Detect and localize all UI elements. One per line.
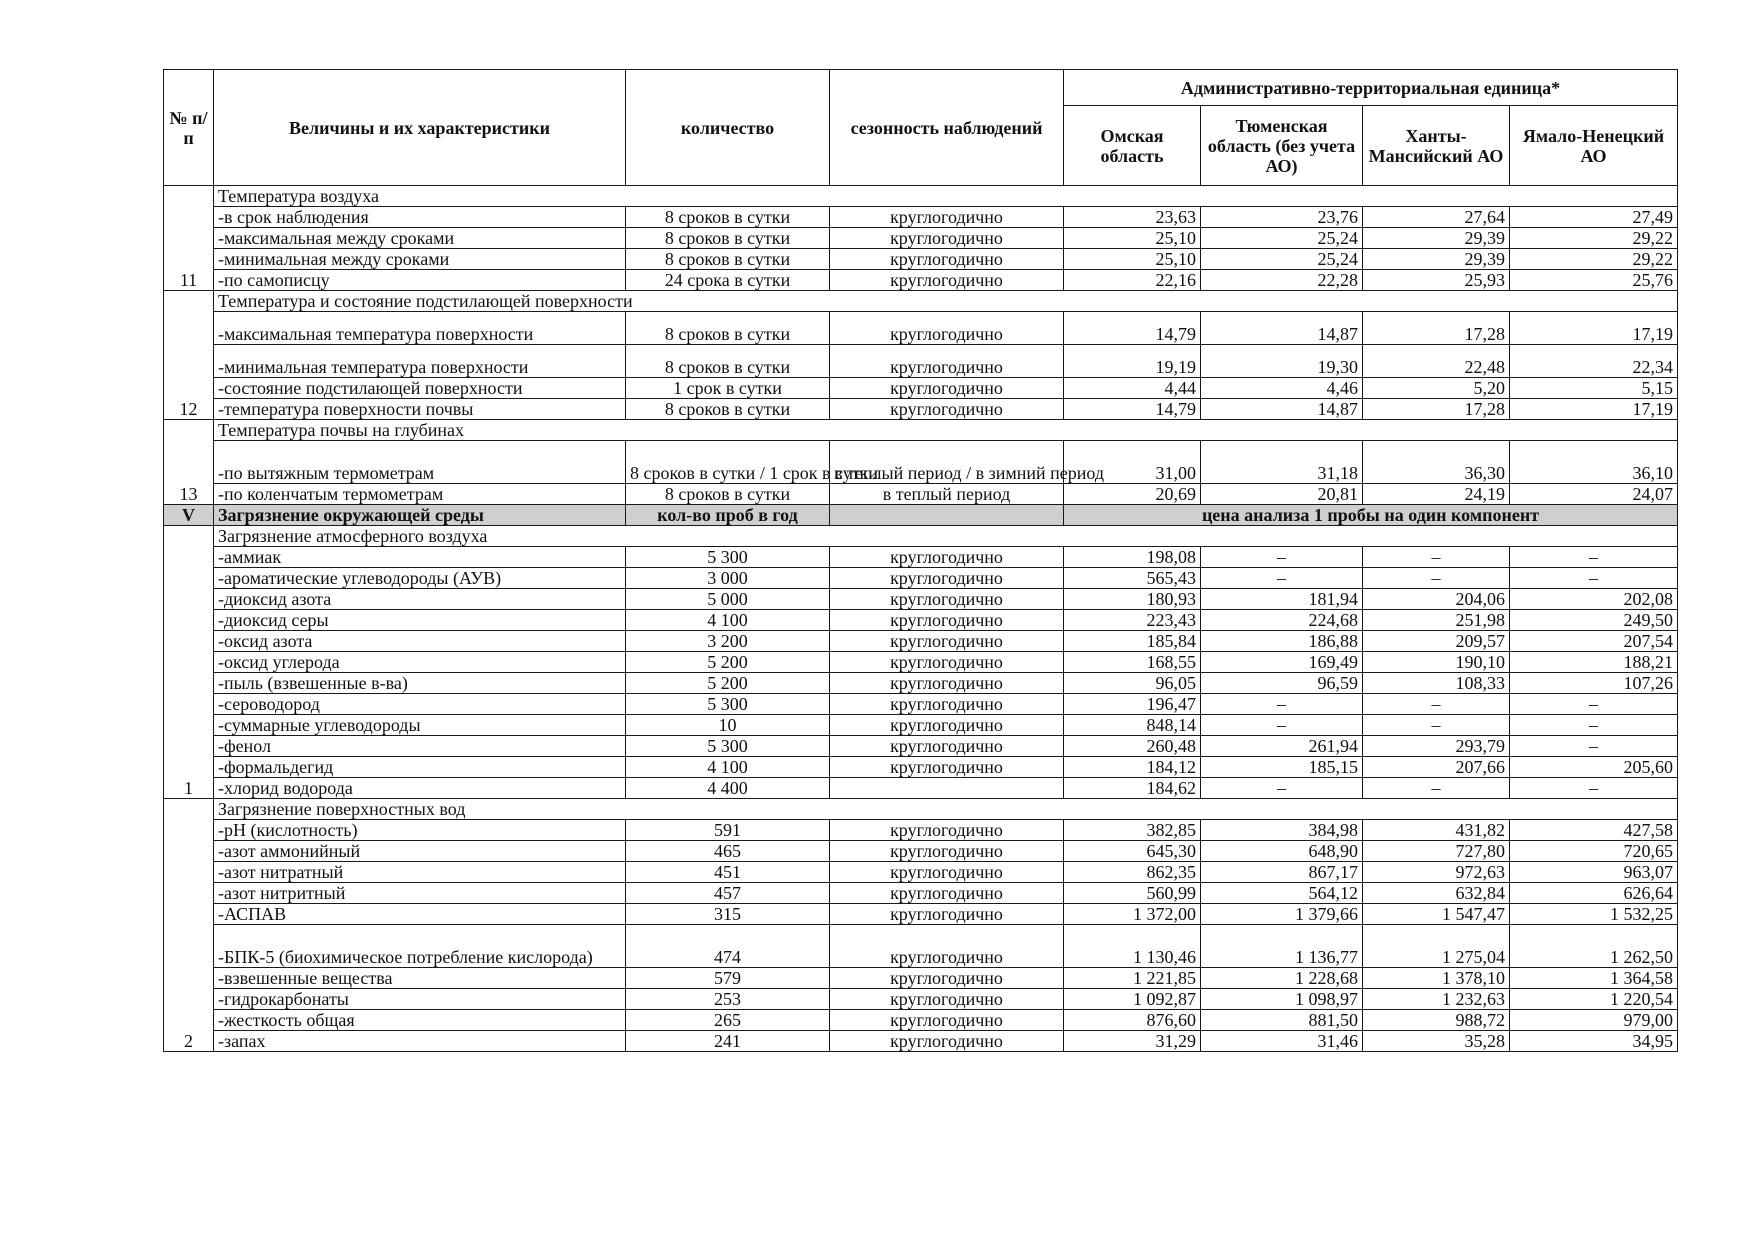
row-season: круглогодично xyxy=(830,589,1064,610)
table-row xyxy=(164,399,1678,420)
row-value: 207,54 xyxy=(1510,631,1678,652)
row-value: 19,30 xyxy=(1201,345,1363,378)
row-season: круглогодично xyxy=(830,715,1064,736)
row-qty: 474 xyxy=(626,925,830,968)
row-value: 205,60 xyxy=(1510,757,1678,778)
section-price-label: цена анализа 1 пробы на один компонент xyxy=(1064,505,1678,526)
row-name: -АСПАВ xyxy=(214,904,626,925)
row-qty: 4 400 xyxy=(626,778,830,799)
row-value: 249,50 xyxy=(1510,610,1678,631)
group-title: Температура почвы на глубинах xyxy=(214,420,1678,441)
row-qty: 4 100 xyxy=(626,757,830,778)
row-value: 862,35 xyxy=(1064,862,1201,883)
row-value: – xyxy=(1201,547,1363,568)
table-row xyxy=(164,631,1678,652)
group-title: Температура и состояние подстилающей поверхности xyxy=(214,291,1678,312)
row-name: -взвешенные вещества xyxy=(214,968,626,989)
row-qty: 5 000 xyxy=(626,589,830,610)
row-value: 727,80 xyxy=(1363,841,1510,862)
row-season: круглогодично xyxy=(830,270,1064,291)
row-season: круглогодично xyxy=(830,547,1064,568)
row-value: 31,29 xyxy=(1064,1031,1201,1052)
table-row xyxy=(164,441,1678,484)
row-qty: 5 300 xyxy=(626,694,830,715)
row-value: 1 275,04 xyxy=(1363,925,1510,968)
row-name: -формальдегид xyxy=(214,757,626,778)
row-value: 648,90 xyxy=(1201,841,1363,862)
row-qty: 265 xyxy=(626,1010,830,1031)
table-row xyxy=(164,736,1678,757)
row-value: – xyxy=(1510,568,1678,589)
table-row xyxy=(164,778,1678,799)
row-qty: 465 xyxy=(626,841,830,862)
row-value: 17,28 xyxy=(1363,312,1510,345)
row-season: круглогодично xyxy=(830,1010,1064,1031)
table-row xyxy=(164,547,1678,568)
row-value: 36,30 xyxy=(1363,441,1510,484)
row-name: -суммарные углеводороды xyxy=(214,715,626,736)
table-row xyxy=(164,312,1678,345)
table-row xyxy=(164,925,1678,968)
row-value: 1 364,58 xyxy=(1510,968,1678,989)
row-value: – xyxy=(1363,694,1510,715)
row-value: 19,19 xyxy=(1064,345,1201,378)
row-value: 185,15 xyxy=(1201,757,1363,778)
row-name: -диоксид азота xyxy=(214,589,626,610)
row-value: 4,44 xyxy=(1064,378,1201,399)
price-table xyxy=(163,69,1678,1052)
row-qty: 3 000 xyxy=(626,568,830,589)
row-season: круглогодично xyxy=(830,312,1064,345)
row-value: 190,10 xyxy=(1363,652,1510,673)
row-name: -оксид азота xyxy=(214,631,626,652)
row-season: круглогодично xyxy=(830,207,1064,228)
row-qty: 451 xyxy=(626,862,830,883)
row-value: 1 130,46 xyxy=(1064,925,1201,968)
row-name: -максимальная между сроками xyxy=(214,228,626,249)
table-row xyxy=(164,757,1678,778)
row-qty: 5 300 xyxy=(626,736,830,757)
row-value: 1 532,25 xyxy=(1510,904,1678,925)
row-value: 1 547,47 xyxy=(1363,904,1510,925)
row-name: -температура поверхности почвы xyxy=(214,399,626,420)
row-value: 20,81 xyxy=(1201,484,1363,505)
row-name: -оксид углерода xyxy=(214,652,626,673)
row-value: – xyxy=(1510,547,1678,568)
row-value: 24,19 xyxy=(1363,484,1510,505)
row-value: 29,39 xyxy=(1363,228,1510,249)
row-value: 14,87 xyxy=(1201,399,1363,420)
row-value: 209,57 xyxy=(1363,631,1510,652)
row-season: круглогодично xyxy=(830,694,1064,715)
row-qty: 8 сроков в сутки xyxy=(626,249,830,270)
table-row xyxy=(164,715,1678,736)
table-row xyxy=(164,589,1678,610)
row-name: -жесткость общая xyxy=(214,1010,626,1031)
row-value: – xyxy=(1201,568,1363,589)
table-row xyxy=(164,378,1678,399)
table-row xyxy=(164,904,1678,925)
group-row xyxy=(164,799,1678,820)
row-season: круглогодично xyxy=(830,736,1064,757)
row-value: 169,49 xyxy=(1201,652,1363,673)
row-value: 972,63 xyxy=(1363,862,1510,883)
row-name: -pH (кислотность) xyxy=(214,820,626,841)
row-value: 31,46 xyxy=(1201,1031,1363,1052)
row-name: -азот нитратный xyxy=(214,862,626,883)
row-qty: 8 сроков в сутки xyxy=(626,312,830,345)
row-value: 876,60 xyxy=(1064,1010,1201,1031)
table-row xyxy=(164,883,1678,904)
row-qty: 4 100 xyxy=(626,610,830,631)
table-row xyxy=(164,345,1678,378)
section-roman: V xyxy=(164,505,214,526)
row-qty: 253 xyxy=(626,989,830,1010)
row-value: 108,33 xyxy=(1363,673,1510,694)
row-value: 626,64 xyxy=(1510,883,1678,904)
row-qty: 10 xyxy=(626,715,830,736)
group-number: 2 xyxy=(164,799,214,1052)
group-row xyxy=(164,291,1678,312)
row-value: 34,95 xyxy=(1510,1031,1678,1052)
row-value: 17,19 xyxy=(1510,312,1678,345)
row-season: круглогодично xyxy=(830,989,1064,1010)
row-name: -диоксид серы xyxy=(214,610,626,631)
row-name: -азот аммонийный xyxy=(214,841,626,862)
row-value: – xyxy=(1201,715,1363,736)
row-value: 22,28 xyxy=(1201,270,1363,291)
row-value: 181,94 xyxy=(1201,589,1363,610)
group-number: 1 xyxy=(164,526,214,799)
row-value: 204,06 xyxy=(1363,589,1510,610)
row-value: 25,76 xyxy=(1510,270,1678,291)
row-season xyxy=(830,778,1064,799)
row-qty: 1 срок в сутки xyxy=(626,378,830,399)
row-name: -гидрокарбонаты xyxy=(214,989,626,1010)
header-region-khmao: Ханты-Мансийский АО xyxy=(1363,106,1510,186)
table-row xyxy=(164,270,1678,291)
table-row xyxy=(164,820,1678,841)
header-name: Величины и их характеристики xyxy=(214,70,626,186)
document-page xyxy=(163,69,1677,1052)
row-season: круглогодично xyxy=(830,883,1064,904)
row-value: 565,43 xyxy=(1064,568,1201,589)
row-value: 632,84 xyxy=(1363,883,1510,904)
row-value: 31,18 xyxy=(1201,441,1363,484)
row-value: 1 098,97 xyxy=(1201,989,1363,1010)
row-value: 867,17 xyxy=(1201,862,1363,883)
row-qty: 8 сроков в сутки xyxy=(626,484,830,505)
row-season: круглогодично xyxy=(830,631,1064,652)
row-season: круглогодично xyxy=(830,399,1064,420)
row-value: 384,98 xyxy=(1201,820,1363,841)
group-title: Загрязнение атмосферного воздуха xyxy=(214,526,1678,547)
row-value: 1 136,77 xyxy=(1201,925,1363,968)
row-value: 184,12 xyxy=(1064,757,1201,778)
row-name: -запах xyxy=(214,1031,626,1052)
row-value: 1 220,54 xyxy=(1510,989,1678,1010)
section-title: Загрязнение окружающей среды xyxy=(214,505,626,526)
row-value: 223,43 xyxy=(1064,610,1201,631)
section-qty-label: кол-во проб в год xyxy=(626,505,830,526)
row-value: 25,24 xyxy=(1201,228,1363,249)
row-value: 848,14 xyxy=(1064,715,1201,736)
row-value: 1 228,68 xyxy=(1201,968,1363,989)
row-value: 261,94 xyxy=(1201,736,1363,757)
table-row xyxy=(164,610,1678,631)
row-season: круглогодично xyxy=(830,904,1064,925)
row-value: 180,93 xyxy=(1064,589,1201,610)
row-value: 564,12 xyxy=(1201,883,1363,904)
row-value: 14,87 xyxy=(1201,312,1363,345)
row-season: круглогодично xyxy=(830,673,1064,694)
section-blank xyxy=(830,505,1064,526)
row-qty: 241 xyxy=(626,1031,830,1052)
row-value: 1 372,00 xyxy=(1064,904,1201,925)
row-value: 25,10 xyxy=(1064,249,1201,270)
row-value: 14,79 xyxy=(1064,399,1201,420)
row-value: 1 379,66 xyxy=(1201,904,1363,925)
table-row xyxy=(164,1031,1678,1052)
row-value: 107,26 xyxy=(1510,673,1678,694)
row-value: 720,65 xyxy=(1510,841,1678,862)
row-name: -минимальная температура поверхности xyxy=(214,345,626,378)
row-value: – xyxy=(1363,568,1510,589)
row-value: 36,10 xyxy=(1510,441,1678,484)
row-value: 188,21 xyxy=(1510,652,1678,673)
row-qty: 8 сроков в сутки xyxy=(626,228,830,249)
row-name: -минимальная между сроками xyxy=(214,249,626,270)
table-body xyxy=(164,186,1678,1052)
row-value: 427,58 xyxy=(1510,820,1678,841)
row-qty: 5 200 xyxy=(626,652,830,673)
row-value: 23,76 xyxy=(1201,207,1363,228)
row-name: -фенол xyxy=(214,736,626,757)
group-number: 11 xyxy=(164,186,214,291)
row-season: в теплый период / в зимний период xyxy=(830,441,1064,484)
row-season: круглогодично xyxy=(830,345,1064,378)
table-row xyxy=(164,484,1678,505)
group-number: 12 xyxy=(164,291,214,420)
group-row xyxy=(164,526,1678,547)
row-qty: 24 срока в сутки xyxy=(626,270,830,291)
row-qty: 8 сроков в сутки / 1 срок в сутки xyxy=(626,441,830,484)
row-value: 17,19 xyxy=(1510,399,1678,420)
group-number: 13 xyxy=(164,420,214,505)
row-value: 1 378,10 xyxy=(1363,968,1510,989)
row-value: 31,00 xyxy=(1064,441,1201,484)
row-value: 207,66 xyxy=(1363,757,1510,778)
row-value: 27,49 xyxy=(1510,207,1678,228)
row-value: 184,62 xyxy=(1064,778,1201,799)
row-value: 431,82 xyxy=(1363,820,1510,841)
row-qty: 591 xyxy=(626,820,830,841)
row-value: – xyxy=(1363,778,1510,799)
row-value: 881,50 xyxy=(1201,1010,1363,1031)
row-name: -аммиак xyxy=(214,547,626,568)
row-value: 29,22 xyxy=(1510,249,1678,270)
row-qty: 8 сроков в сутки xyxy=(626,345,830,378)
row-qty: 579 xyxy=(626,968,830,989)
row-value: 186,88 xyxy=(1201,631,1363,652)
row-value: 22,34 xyxy=(1510,345,1678,378)
row-season: круглогодично xyxy=(830,652,1064,673)
row-name: -БПК-5 (биохимическое потребление кислорода) xyxy=(214,925,626,968)
row-value: 198,08 xyxy=(1064,547,1201,568)
row-value: 22,16 xyxy=(1064,270,1201,291)
row-name: -по самописцу xyxy=(214,270,626,291)
row-name: -сероводород xyxy=(214,694,626,715)
row-name: -максимальная температура поверхности xyxy=(214,312,626,345)
row-value: 224,68 xyxy=(1201,610,1363,631)
row-qty: 5 200 xyxy=(626,673,830,694)
row-value: 5,15 xyxy=(1510,378,1678,399)
row-season: круглогодично xyxy=(830,841,1064,862)
row-value: – xyxy=(1510,715,1678,736)
row-value: 1 092,87 xyxy=(1064,989,1201,1010)
table-row xyxy=(164,228,1678,249)
row-value: 29,39 xyxy=(1363,249,1510,270)
row-value: 1 221,85 xyxy=(1064,968,1201,989)
row-value: 20,69 xyxy=(1064,484,1201,505)
row-value: – xyxy=(1201,694,1363,715)
row-season: круглогодично xyxy=(830,1031,1064,1052)
row-season: круглогодично xyxy=(830,925,1064,968)
row-value: 988,72 xyxy=(1363,1010,1510,1031)
table-row xyxy=(164,568,1678,589)
row-value: 96,59 xyxy=(1201,673,1363,694)
section-header-row xyxy=(164,505,1678,526)
row-value: 14,79 xyxy=(1064,312,1201,345)
group-title: Температура воздуха xyxy=(214,186,1678,207)
row-value: 979,00 xyxy=(1510,1010,1678,1031)
row-value: 25,24 xyxy=(1201,249,1363,270)
row-value: 35,28 xyxy=(1363,1031,1510,1052)
row-name: -хлорид водорода xyxy=(214,778,626,799)
row-name: -в срок наблюдения xyxy=(214,207,626,228)
table-row xyxy=(164,862,1678,883)
row-name: -пыль (взвешенные в-ва) xyxy=(214,673,626,694)
header-num: № п/п xyxy=(164,70,214,186)
row-value: 645,30 xyxy=(1064,841,1201,862)
row-value: – xyxy=(1510,694,1678,715)
table-row xyxy=(164,968,1678,989)
row-value: 260,48 xyxy=(1064,736,1201,757)
table-row xyxy=(164,694,1678,715)
row-qty: 315 xyxy=(626,904,830,925)
row-value: 196,47 xyxy=(1064,694,1201,715)
row-value: 185,84 xyxy=(1064,631,1201,652)
row-value: 382,85 xyxy=(1064,820,1201,841)
row-value: – xyxy=(1363,715,1510,736)
group-title: Загрязнение поверхностных вод xyxy=(214,799,1678,820)
header-admin-unit: Административно-территориальная единица* xyxy=(1064,70,1678,106)
row-name: -по вытяжным термометрам xyxy=(214,441,626,484)
row-value: 5,20 xyxy=(1363,378,1510,399)
row-value: – xyxy=(1201,778,1363,799)
row-value: 25,93 xyxy=(1363,270,1510,291)
row-season: круглогодично xyxy=(830,568,1064,589)
row-season: круглогодично xyxy=(830,228,1064,249)
header-region-yanao: Ямало-Ненецкий АО xyxy=(1510,106,1678,186)
table-row xyxy=(164,652,1678,673)
row-value: – xyxy=(1363,547,1510,568)
row-value: 96,05 xyxy=(1064,673,1201,694)
table-row xyxy=(164,1010,1678,1031)
row-value: 1 232,63 xyxy=(1363,989,1510,1010)
header-season: сезонность наблюдений xyxy=(830,70,1064,186)
row-value: – xyxy=(1510,778,1678,799)
table-row xyxy=(164,841,1678,862)
row-qty: 5 300 xyxy=(626,547,830,568)
row-name: -ароматические углеводороды (АУВ) xyxy=(214,568,626,589)
row-value: 25,10 xyxy=(1064,228,1201,249)
header-region-tyumen: Тюменская область (без учета АО) xyxy=(1201,106,1363,186)
row-qty: 8 сроков в сутки xyxy=(626,207,830,228)
row-value: 22,48 xyxy=(1363,345,1510,378)
row-value: 168,55 xyxy=(1064,652,1201,673)
table-row xyxy=(164,207,1678,228)
row-season: круглогодично xyxy=(830,378,1064,399)
row-season: круглогодично xyxy=(830,862,1064,883)
row-season: круглогодично xyxy=(830,757,1064,778)
row-value: 1 262,50 xyxy=(1510,925,1678,968)
header-qty: количество xyxy=(626,70,830,186)
row-season: круглогодично xyxy=(830,820,1064,841)
row-qty: 3 200 xyxy=(626,631,830,652)
table-row xyxy=(164,989,1678,1010)
row-name: -состояние подстилающей поверхности xyxy=(214,378,626,399)
table-row xyxy=(164,249,1678,270)
header-region-omsk: Омская область xyxy=(1064,106,1201,186)
row-season: в теплый период xyxy=(830,484,1064,505)
row-value: 251,98 xyxy=(1363,610,1510,631)
group-row xyxy=(164,186,1678,207)
row-value: 23,63 xyxy=(1064,207,1201,228)
row-value: 560,99 xyxy=(1064,883,1201,904)
row-name: -азот нитритный xyxy=(214,883,626,904)
row-season: круглогодично xyxy=(830,968,1064,989)
row-season: круглогодично xyxy=(830,610,1064,631)
group-row xyxy=(164,420,1678,441)
row-qty: 457 xyxy=(626,883,830,904)
row-value: 202,08 xyxy=(1510,589,1678,610)
row-value: – xyxy=(1510,736,1678,757)
row-value: 27,64 xyxy=(1363,207,1510,228)
row-name: -по коленчатым термометрам xyxy=(214,484,626,505)
row-value: 24,07 xyxy=(1510,484,1678,505)
row-season: круглогодично xyxy=(830,249,1064,270)
row-value: 4,46 xyxy=(1201,378,1363,399)
row-value: 293,79 xyxy=(1363,736,1510,757)
table-row xyxy=(164,673,1678,694)
row-value: 17,28 xyxy=(1363,399,1510,420)
row-value: 963,07 xyxy=(1510,862,1678,883)
row-value: 29,22 xyxy=(1510,228,1678,249)
row-qty: 8 сроков в сутки xyxy=(626,399,830,420)
